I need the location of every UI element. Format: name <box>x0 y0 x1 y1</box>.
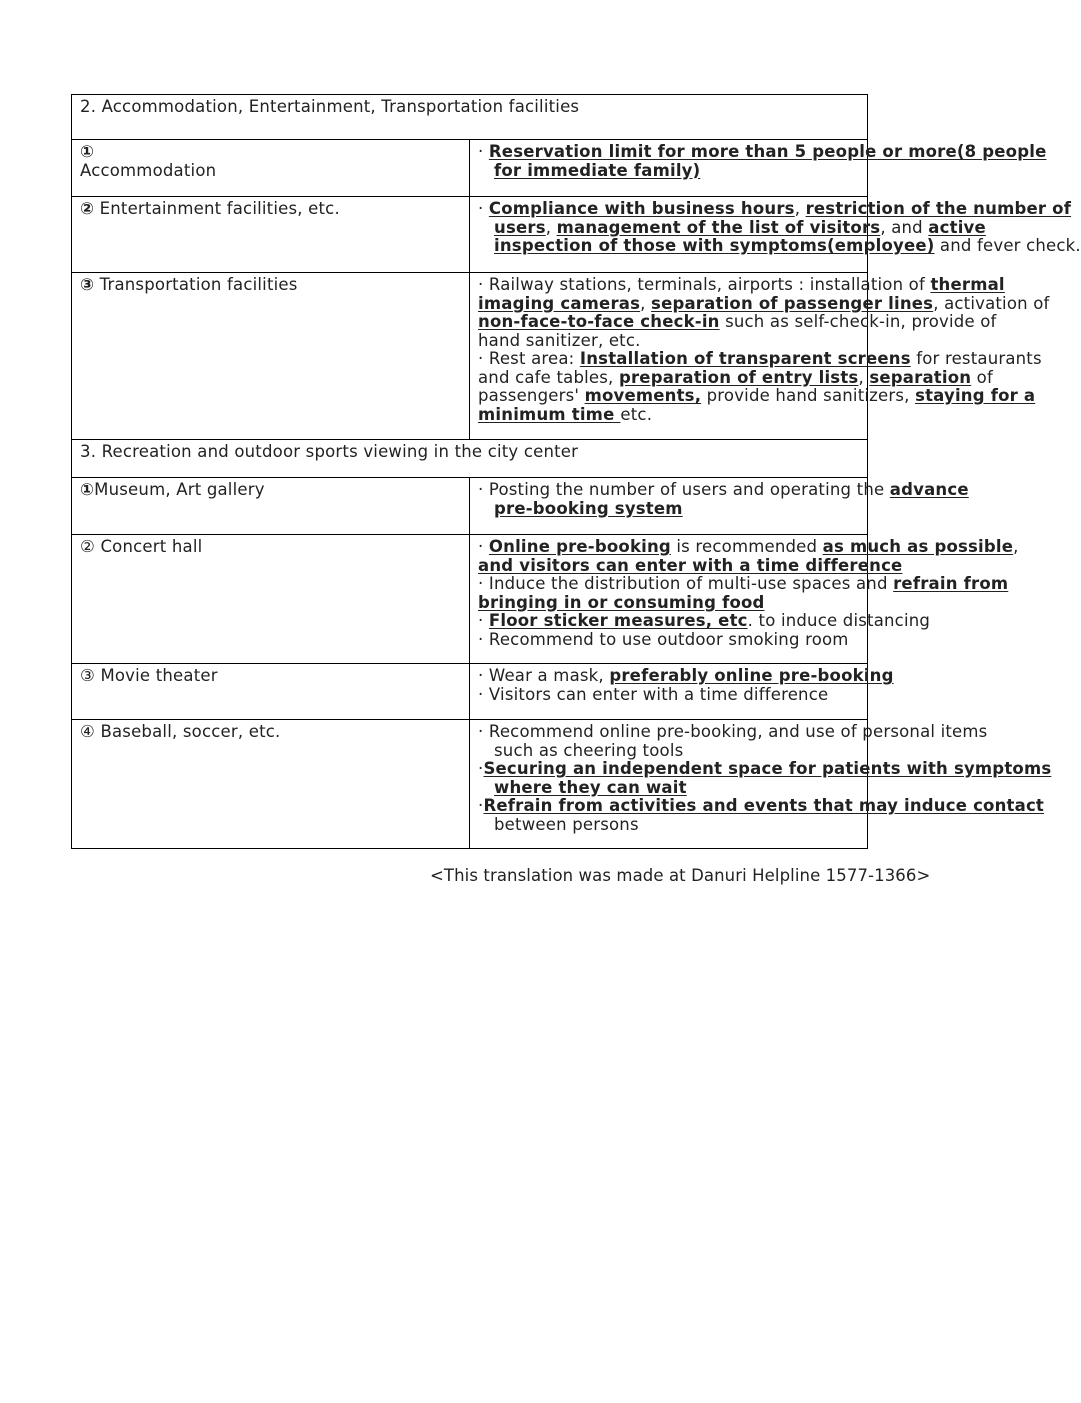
row-label <box>72 273 470 440</box>
row-label <box>72 140 470 197</box>
underlined-text: imaging cameras <box>478 293 641 313</box>
underlined-text: separation <box>869 367 972 387</box>
list-item <box>478 537 1019 557</box>
bullet: · <box>478 629 484 649</box>
text: , activation of <box>933 293 1050 313</box>
circled-number: ③ <box>80 666 95 685</box>
table-row-concert-hall <box>72 535 868 664</box>
text: Induce the distribution of multi-use spaces and <box>488 574 894 593</box>
bullet: · <box>478 199 484 218</box>
bullet: · <box>478 574 484 593</box>
list-item <box>478 349 1042 369</box>
translation-footer: <This translation was made at Danuri Helpline 1577-1366> <box>430 866 931 885</box>
list-item-continuation <box>478 293 1050 314</box>
underlined-text: preparation of entry lists <box>618 367 859 387</box>
section-3-title: 3. Recreation and outdoor sports viewing in the city center <box>80 442 579 461</box>
underlined-text: separation of passenger lines <box>651 293 934 313</box>
bullet: · <box>478 796 484 815</box>
list-item <box>478 480 969 500</box>
list-item-continuation <box>478 594 860 613</box>
row-label-text: Museum, Art gallery <box>94 480 265 499</box>
underlined-text: restriction of the number of <box>805 199 1072 218</box>
bullet: · <box>478 666 484 685</box>
row-content <box>470 720 1052 849</box>
underlined-text: bringing in or consuming food <box>478 592 765 612</box>
row-label <box>72 197 470 273</box>
bullet: · <box>478 142 484 161</box>
list-item <box>478 796 1045 816</box>
text: and cafe tables, <box>478 367 619 387</box>
underlined-text: Securing an independent space for patients with symptoms <box>483 759 1052 778</box>
underlined-text: movements, <box>584 386 702 405</box>
underlined-text: users <box>494 217 546 237</box>
bullet: · <box>478 349 484 368</box>
underlined-text: Online pre-booking <box>488 537 671 556</box>
row-label-text: Concert hall <box>100 537 203 556</box>
bullet: · <box>478 722 484 741</box>
list-item-continuation: such as cheering tools <box>494 740 684 760</box>
text: , <box>1013 537 1019 556</box>
list-item <box>478 686 860 705</box>
list-item <box>478 574 1009 594</box>
circled-number: ④ <box>80 722 95 741</box>
text: Visitors can enter with a time difference <box>488 684 829 704</box>
section-3-header <box>72 440 868 478</box>
list-item-continuation <box>478 555 903 576</box>
list-item-continuation: between persons <box>494 814 639 834</box>
text: and fever check. <box>934 236 1081 255</box>
underlined-text: management of the list of visitors <box>556 217 881 237</box>
underlined-text: Floor sticker measures, etc <box>488 611 748 630</box>
text: , and <box>880 217 929 237</box>
underlined-text: as much as possible <box>822 537 1014 556</box>
text: . to induce distancing <box>747 611 931 630</box>
circled-number: ② <box>80 199 95 218</box>
list-item <box>478 666 894 686</box>
row-content <box>470 478 969 535</box>
text: etc. <box>620 404 653 424</box>
text: provide hand sanitizers, <box>701 386 916 405</box>
list-item <box>478 759 1052 779</box>
circled-number: ③ <box>80 275 95 294</box>
row-label <box>72 535 470 664</box>
underlined-text: for immediate family) <box>494 160 701 180</box>
list-item-continuation <box>478 779 860 798</box>
row-content <box>470 664 894 720</box>
table-row-transportation <box>72 273 868 440</box>
text: for restaurants <box>910 349 1042 368</box>
underlined-text: Compliance with business hours <box>488 199 795 218</box>
list-item-continuation <box>478 500 860 519</box>
row-content <box>470 535 1019 664</box>
underlined-text: staying for a <box>915 386 1036 405</box>
row-label-text: Baseball, soccer, etc. <box>100 722 281 741</box>
table-row-entertainment <box>72 197 868 273</box>
row-label-text: Entertainment facilities, etc. <box>99 199 340 218</box>
bullet: · <box>478 684 484 704</box>
row-label-text: Movie theater <box>100 666 218 685</box>
underlined-text: inspection of those with symptoms(employee) <box>494 236 935 255</box>
text: , <box>858 367 870 387</box>
text: of <box>971 367 993 387</box>
text: passengers' <box>478 386 585 405</box>
table-row-museum <box>72 478 868 535</box>
text: , <box>545 217 557 237</box>
row-content <box>470 273 1050 440</box>
table-row-movie-theater <box>72 664 868 720</box>
row-label <box>72 664 470 720</box>
text: , <box>794 199 806 218</box>
list-item <box>478 631 860 650</box>
underlined-text: minimum time <box>478 404 621 424</box>
text: , <box>640 293 652 313</box>
list-item-continuation <box>478 386 1036 406</box>
list-item <box>478 199 1072 219</box>
text: Wear a mask, <box>488 666 610 685</box>
text: Rest area: <box>488 349 580 368</box>
underlined-text: where they can wait <box>494 777 687 797</box>
guidelines-table <box>71 94 1081 849</box>
underlined-text: Refrain from activities and events that may induce contact <box>483 796 1045 815</box>
bullet: · <box>478 275 484 294</box>
underlined-text: refrain from <box>893 574 1009 593</box>
underlined-text: preferably online pre-booking <box>609 666 894 685</box>
list-item-continuation <box>478 406 860 425</box>
underlined-text: thermal <box>930 275 1005 294</box>
row-label-text: Accommodation <box>80 160 217 180</box>
row-label-text: Transportation facilities <box>99 275 298 294</box>
underlined-text: advance <box>889 480 969 499</box>
text: such as self-check-in, provide of <box>719 312 997 331</box>
circled-number: ② <box>80 537 95 556</box>
underlined-text: Reservation limit for more than 5 people or more(8 people <box>488 142 1047 161</box>
bullet: · <box>478 480 484 499</box>
circled-number: ① <box>80 480 95 499</box>
list-item-continuation <box>478 162 860 181</box>
text: Railway stations, terminals, airports : installation of <box>488 275 931 294</box>
list-item <box>478 142 1047 162</box>
underlined-text: pre-booking system <box>494 498 683 518</box>
list-item-continuation <box>478 217 986 238</box>
list-item <box>478 275 1005 295</box>
row-content <box>470 140 1047 197</box>
underlined-text: Installation of transparent screens <box>579 349 911 368</box>
row-content <box>470 197 1081 273</box>
list-item-continuation <box>478 312 997 332</box>
row-label <box>72 720 470 849</box>
text: Recommend to use outdoor smoking room <box>488 629 849 649</box>
underlined-text: non-face-to-face check-in <box>478 312 720 331</box>
list-item-continuation: hand sanitizer, etc. <box>478 330 641 350</box>
text: Posting the number of users and operating the <box>488 480 890 499</box>
bullet: · <box>478 537 484 556</box>
bullet: · <box>478 759 484 778</box>
list-item <box>478 611 931 631</box>
list-item-continuation <box>478 367 993 388</box>
list-item <box>478 722 988 742</box>
underlined-text: active <box>928 217 986 237</box>
table-row-accommodation <box>72 140 868 197</box>
underlined-text: and visitors can enter with a time difference <box>478 555 903 575</box>
circled-number: ① <box>80 142 95 161</box>
section-2-title: 2. Accommodation, Entertainment, Transportation facilities <box>80 97 580 116</box>
table-row-sports <box>72 720 868 849</box>
list-item-continuation <box>478 236 1081 256</box>
row-label <box>72 478 470 535</box>
section-2-header <box>72 95 868 140</box>
text: is recommended <box>670 537 823 556</box>
bullet: · <box>478 611 484 630</box>
text: Recommend online pre-booking, and use of personal items <box>488 722 988 741</box>
